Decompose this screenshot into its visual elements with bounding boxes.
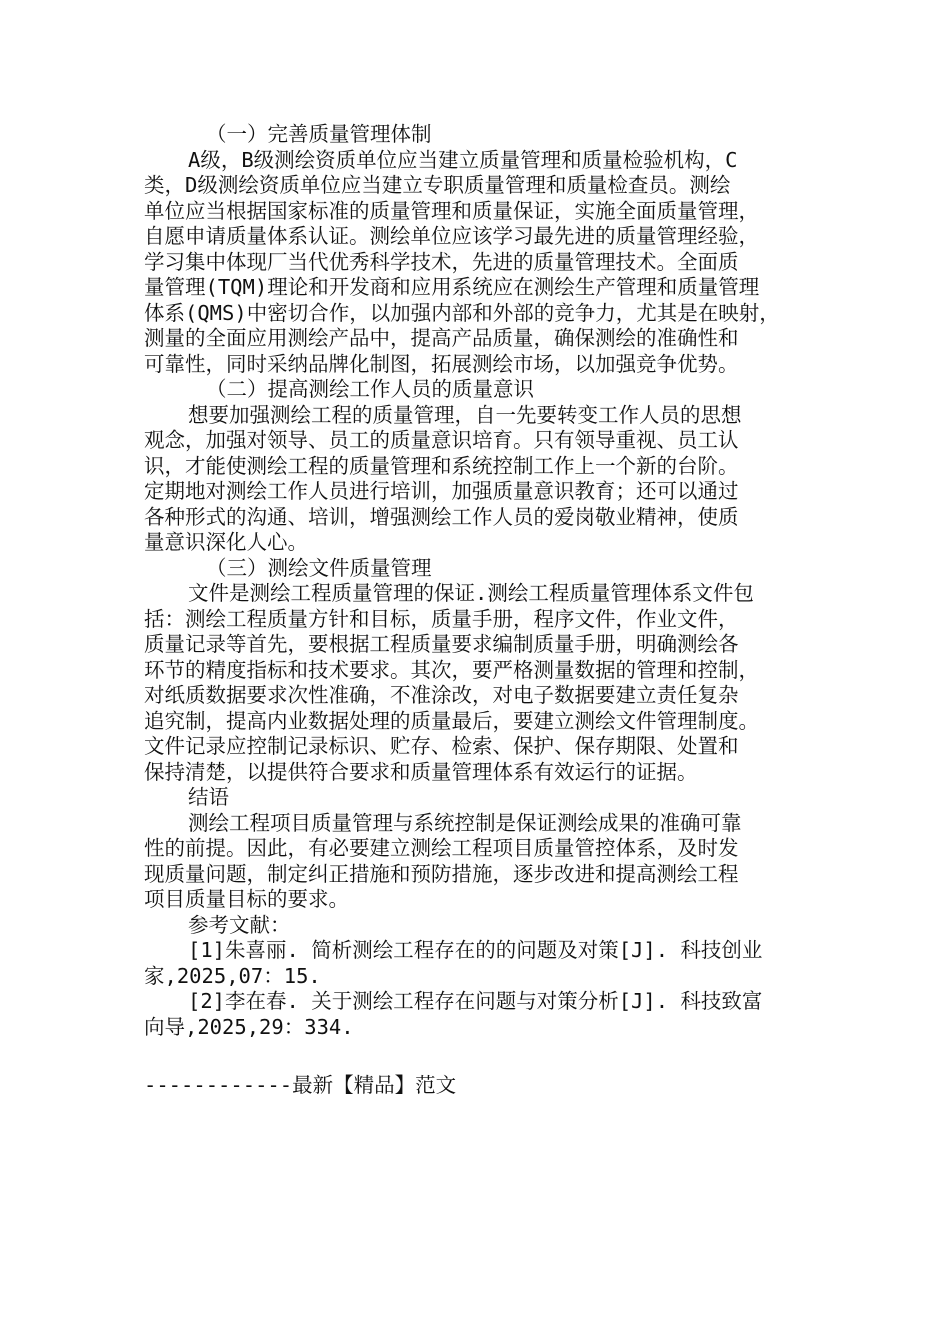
reference-line: 家,2025,07：15. (144, 963, 321, 988)
conclusion-title: 结语 (188, 785, 229, 809)
paragraph-line: 想要加强测绘工程的质量管理，自一先要转变工作人员的思想 (188, 402, 742, 427)
paragraph-line: 可靠性，同时采纳品牌化制图，拓展测绘市场，以加强竞争优势。 (144, 351, 739, 376)
reference-line: [2]李在春. 关于测绘工程存在问题与对策分析[J]. 科技致富 (188, 989, 763, 1013)
page-footer: ------------最新【精品】范文 (144, 1073, 457, 1097)
paragraph-line: 对纸质数据要求次性准确，不准涂改，对电子数据要建立责任复杂 (144, 683, 739, 707)
paragraph-line: 现质量问题，制定纠正措施和预防措施，逐步改进和提高测绘工程 (144, 861, 739, 886)
paragraph-line: 各种形式的沟通、培训，增强测绘工作人员的爱岗敬业精神，使质 (144, 504, 739, 529)
reference-line: 向导,2025,29：334. (144, 1014, 354, 1039)
paragraph-line: 识，才能使测绘工程的质量管理和系统控制工作上一个新的台阶。 (144, 453, 739, 478)
conclusion-paragraph (144, 811, 820, 913)
paragraph-line: 质量记录等首先，要根据工程质量要求编制质量手册，明确测绘各 (144, 632, 739, 656)
paragraph-line: 自愿申请质量体系认证。测绘单位应该学习最先进的质量管理经验， (144, 224, 759, 248)
paragraph-line: 观念，加强对领导、员工的质量意识培育。只有领导重视、员工认 (144, 428, 739, 452)
paragraph-line: 括：测绘工程质量方针和目标，质量手册，程序文件，作业文件， (144, 606, 739, 631)
section-heading-1: （一）完善质量管理体制 (206, 122, 432, 146)
paragraph-line: 测绘工程项目质量管理与系统控制是保证测绘成果的准确可靠 (188, 810, 742, 835)
paragraph-line: 类，D级测绘资质单位应当建立专职质量管理和质量检查员。测绘 (144, 173, 731, 197)
document-body (144, 122, 820, 1040)
paragraph-line: 量管理(TQM)理论和开发商和应用系统应在测绘生产管理和质量管理 (144, 275, 760, 299)
paragraph-line: 量意识深化人心。 (144, 530, 308, 554)
reference-item-2 (144, 989, 820, 1040)
paragraph-line: 追究制，提高内业数据处理的质量最后，要建立测绘文件管理制度。 (144, 708, 759, 733)
paragraph-line: 单位应当根据国家标准的质量管理和质量保证，实施全面质量管理， (144, 198, 759, 223)
paragraph-line: 保持清楚，以提供符合要求和质量管理体系有效运行的证据。 (144, 759, 698, 784)
section-heading-2: （二）提高测绘工作人员的质量意识 (206, 377, 534, 401)
paragraph-line: 性的前提。因此，有必要建立测绘工程项目质量管控体系，及时发 (144, 836, 739, 860)
paragraph-line: 体系(QMS)中密切合作，以加强内部和外部的竞争力，尤其是在映射， (144, 300, 780, 325)
paragraph-line: 文件记录应控制记录标识、贮存、检索、保护、保存期限、处置和 (144, 734, 739, 758)
section-3-paragraph (144, 581, 820, 785)
paragraph-line: 测量的全面应用测绘产品中，提高产品质量，确保测绘的准确性和 (144, 326, 739, 350)
paragraph-line: 定期地对测绘工作人员进行培训，加强质量意识教育；还可以通过 (144, 479, 739, 503)
paragraph-line: 项目质量目标的要求。 (144, 887, 349, 911)
references-title: 参考文献： (188, 912, 291, 937)
section-heading-3: （三）测绘文件质量管理 (206, 555, 432, 580)
paragraph-line: 环节的精度指标和技术要求。其次，要严格测量数据的管理和控制， (144, 657, 759, 682)
section-2-paragraph (144, 403, 820, 556)
reference-item-1 (144, 938, 820, 989)
section-1-paragraph (144, 148, 820, 378)
paragraph-line: A级，B级测绘资质单位应当建立质量管理和质量检验机构，C (188, 147, 738, 172)
paragraph-line: 学习集中体现厂当代优秀科学技术，先进的质量管理技术。全面质 (144, 249, 739, 274)
reference-line: [1]朱喜丽. 简析测绘工程存在的的问题及对策[J]. 科技创业 (188, 938, 763, 962)
paragraph-line: 文件是测绘工程质量管理的保证.测绘工程质量管理体系文件包 (188, 581, 754, 605)
